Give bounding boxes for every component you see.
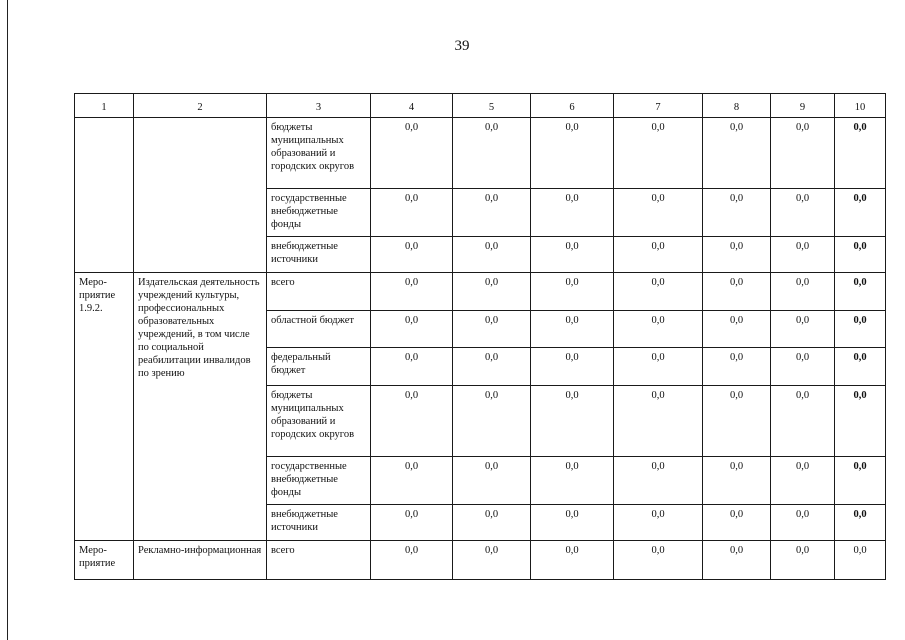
page-number: 39 [454,38,470,54]
value-cell: 0,0 [371,237,453,273]
table-row [75,118,886,189]
value-cell: 0,0 [614,311,703,348]
value-cell: 0,0 [531,189,614,237]
column-number-row [75,94,886,118]
value-cell: 0,0 [371,348,453,386]
value-cell: 0,0 [371,541,453,580]
value-cell: 0,0 [371,457,453,505]
value-cell: 0,0 [531,118,614,189]
column-header: 4 [371,94,453,118]
column-header: 2 [134,94,267,118]
value-cell: 0,0 [703,541,771,580]
table-row [75,541,886,580]
value-cell: 0,0 [835,311,886,348]
value-cell: 0,0 [835,348,886,386]
value-cell: 0,0 [835,273,886,311]
funding-source-cell: бюджеты муниципальных образований и городских округов [267,118,371,189]
value-cell: 0,0 [835,386,886,457]
value-cell: 0,0 [835,237,886,273]
value-cell: 0,0 [453,118,531,189]
measure-code-cell: Меро-приятие 1.9.2. [75,273,134,541]
funding-source-cell: бюджеты муниципальных образований и городских округов [267,386,371,457]
column-header: 7 [614,94,703,118]
measure-code-cell [75,118,134,273]
column-header: 6 [531,94,614,118]
value-cell: 0,0 [703,273,771,311]
value-cell: 0,0 [453,386,531,457]
page-left-border [7,0,8,640]
value-cell: 0,0 [531,273,614,311]
value-cell: 0,0 [531,541,614,580]
funding-source-cell: государственные внебюджетные фонды [267,189,371,237]
measure-name-cell [134,118,267,273]
value-cell: 0,0 [771,189,835,237]
value-cell: 0,0 [835,118,886,189]
value-cell: 0,0 [453,457,531,505]
value-cell: 0,0 [835,457,886,505]
value-cell: 0,0 [703,118,771,189]
funding-source-cell: всего [267,273,371,311]
value-cell: 0,0 [771,348,835,386]
value-cell: 0,0 [614,386,703,457]
funding-source-cell: всего [267,541,371,580]
value-cell: 0,0 [771,118,835,189]
value-cell: 0,0 [771,311,835,348]
value-cell: 0,0 [531,348,614,386]
funding-source-cell: областной бюджет [267,311,371,348]
funding-source-cell: государственные внебюджетные фонды [267,457,371,505]
value-cell: 0,0 [371,189,453,237]
program-funding-table [74,93,886,580]
value-cell: 0,0 [531,386,614,457]
measure-name-cell: Издательская деятельность учреждений культуры, профессиональных образовательных учреждений, в том числе по социальной реабилитации инвалидов по зрению [134,273,267,541]
value-cell: 0,0 [614,505,703,541]
value-cell: 0,0 [703,505,771,541]
value-cell: 0,0 [771,237,835,273]
column-header: 5 [453,94,531,118]
value-cell: 0,0 [835,505,886,541]
value-cell: 0,0 [771,386,835,457]
value-cell: 0,0 [453,348,531,386]
value-cell: 0,0 [771,273,835,311]
value-cell: 0,0 [771,505,835,541]
measure-name-cell: Рекламно-информационная [134,541,267,580]
value-cell: 0,0 [703,189,771,237]
value-cell: 0,0 [453,237,531,273]
value-cell: 0,0 [614,541,703,580]
value-cell: 0,0 [614,237,703,273]
column-header: 8 [703,94,771,118]
value-cell: 0,0 [453,311,531,348]
value-cell: 0,0 [371,311,453,348]
value-cell: 0,0 [614,273,703,311]
value-cell: 0,0 [835,189,886,237]
value-cell: 0,0 [531,505,614,541]
value-cell: 0,0 [371,505,453,541]
value-cell: 0,0 [703,386,771,457]
funding-source-cell: внебюджетные источники [267,237,371,273]
value-cell: 0,0 [614,189,703,237]
measure-code-cell: Меро-приятие [75,541,134,580]
column-header: 3 [267,94,371,118]
value-cell: 0,0 [703,457,771,505]
value-cell: 0,0 [453,541,531,580]
value-cell: 0,0 [371,386,453,457]
value-cell: 0,0 [453,273,531,311]
value-cell: 0,0 [703,311,771,348]
value-cell: 0,0 [614,348,703,386]
funding-source-cell: федеральный бюджет [267,348,371,386]
value-cell: 0,0 [703,237,771,273]
value-cell: 0,0 [614,118,703,189]
value-cell: 0,0 [771,541,835,580]
value-cell: 0,0 [614,457,703,505]
value-cell: 0,0 [531,311,614,348]
column-header: 1 [75,94,134,118]
table-row [75,273,886,311]
value-cell: 0,0 [771,457,835,505]
value-cell: 0,0 [531,237,614,273]
value-cell: 0,0 [371,118,453,189]
value-cell: 0,0 [453,505,531,541]
value-cell: 0,0 [703,348,771,386]
column-header: 9 [771,94,835,118]
funding-source-cell: внебюджетные источники [267,505,371,541]
column-header: 10 [835,94,886,118]
value-cell: 0,0 [531,457,614,505]
value-cell: 0,0 [453,189,531,237]
value-cell: 0,0 [835,541,886,580]
value-cell: 0,0 [371,273,453,311]
